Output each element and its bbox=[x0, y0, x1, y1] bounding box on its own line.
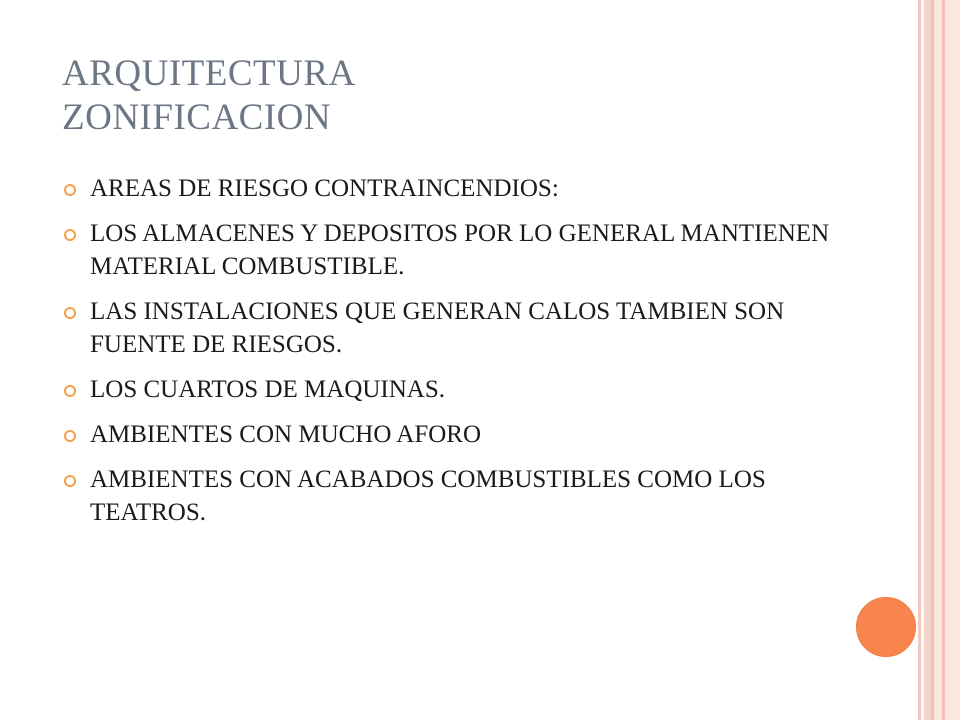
bullet-text: AREAS DE RIESGO CONTRAINCENDIOS: bbox=[90, 175, 559, 202]
bullet-text: LOS CUARTOS DE MAQUINAS. bbox=[90, 376, 446, 403]
bullet-ring-icon bbox=[64, 430, 76, 442]
bullet-item bbox=[62, 295, 882, 361]
decorative-stripe bbox=[945, 0, 960, 720]
decorative-stripe bbox=[924, 0, 931, 720]
bullet-item bbox=[62, 463, 882, 529]
bullet-ring-icon bbox=[64, 307, 76, 319]
bullet-item bbox=[62, 373, 882, 406]
bullet-ring-icon bbox=[64, 184, 76, 196]
bullet-ring-icon bbox=[64, 229, 76, 241]
decorative-stripe bbox=[918, 0, 921, 720]
decorative-stripe bbox=[934, 0, 942, 720]
bullet-text: LAS INSTALACIONES QUE GENERAN CALOS TAMBIEN SON FUENTE DE RIESGOS. bbox=[90, 298, 785, 358]
bullet-item bbox=[62, 172, 882, 205]
slide-title-line-2: ZONIFICACION bbox=[62, 97, 332, 138]
bullet-text: LOS ALMACENES Y DEPOSITOS POR LO GENERAL MANTIENEN MATERIAL COMBUSTIBLE. bbox=[90, 220, 830, 280]
bullet-ring-icon bbox=[64, 385, 76, 397]
slide-title bbox=[62, 52, 882, 140]
bullet-text: AMBIENTES CON MUCHO AFORO bbox=[90, 421, 482, 448]
accent-circle bbox=[856, 597, 916, 657]
slide-title-line-1: ARQUITECTURA bbox=[62, 53, 356, 94]
bullet-item bbox=[62, 217, 882, 283]
bullet-text: AMBIENTES CON ACABADOS COMBUSTIBLES COMO LOS TEATROS. bbox=[90, 466, 766, 526]
bullet-item bbox=[62, 418, 882, 451]
bullet-ring-icon bbox=[64, 475, 76, 487]
bullet-list bbox=[62, 172, 882, 541]
